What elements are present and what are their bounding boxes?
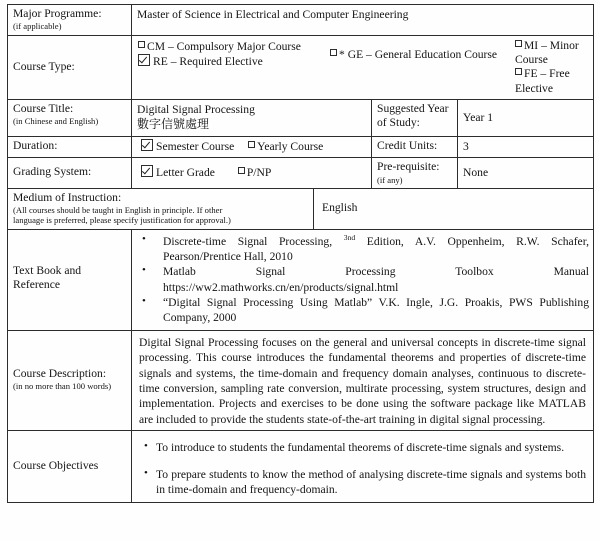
text-book-item-1-superscript: 3nd: [343, 232, 356, 242]
suggested-year-value: Year 1: [463, 110, 494, 124]
grading-option-pnp-label: P/NP: [246, 165, 272, 179]
major-programme-label: Major Programme:: [13, 7, 102, 20]
medium-of-instruction-sublabel-line1: (All courses should be taught in English in principle. If other: [13, 205, 223, 216]
cell-course-title-label: [8, 100, 132, 137]
course-description-label: Course Description:: [13, 366, 107, 380]
course-type-option-ge-label: * GE – General Education Course: [339, 47, 498, 61]
checkbox-unchecked-icon-fe[interactable]: [515, 68, 522, 75]
cell-text-book-items: [132, 229, 594, 330]
course-type-option-cm[interactable]: [138, 40, 326, 54]
grading-option-pnp[interactable]: [238, 166, 272, 179]
course-description-label-wrapper: [13, 333, 127, 392]
list-item: [163, 295, 589, 326]
course-type-column-right: [515, 38, 589, 97]
course-description-value: Digital Signal Processing focuses on the general and universal concepts in discrete-time signal processing. This course introduces the fundamental theorems and properties of discrete-time signals and systems, the time-domain and frequency domain analyses, continuous to discrete-time conversion, sampling rate conversion, multirate processing, system structures, design and implementation. Projects and exercises to be done using the software package like MATLAB are included to provide the students state-of-the-art training in digital signal processing.: [139, 335, 586, 426]
checkbox-checked-icon-letter-grade[interactable]: [141, 165, 153, 177]
cell-course-description-label: [8, 330, 132, 430]
text-book-list: [132, 233, 589, 326]
prerequisite-label: Pre-requisite:: [377, 160, 440, 174]
table-row-course-type: [8, 35, 594, 100]
text-book-label-line2: Reference: [13, 277, 60, 291]
course-type-option-mi-label: MI – Minor Course: [515, 38, 579, 66]
prerequisite-sublabel: (if any): [377, 174, 403, 185]
text-book-item-2: Matlab Signal Processing Toolbox Manual https://ww2.mathworks.cn/en/products/signal.html: [163, 265, 589, 294]
table-row-major-programme: [8, 5, 594, 36]
cell-course-title-value: [132, 100, 372, 137]
list-item: [163, 233, 589, 265]
cell-course-objectives-items: [132, 431, 594, 503]
course-title-label: Course Title:: [13, 102, 74, 116]
text-book-label-wrapper: [13, 232, 127, 293]
table-row-duration: [8, 136, 594, 157]
medium-of-instruction-wrapper: [13, 191, 589, 226]
cell-prerequisite-value: [458, 158, 594, 189]
list-item: [156, 440, 586, 455]
grading-option-letter-grade-label: Letter Grade: [156, 165, 215, 179]
grading-system-label: Grading System:: [13, 165, 92, 179]
table-row-course-description: [8, 330, 594, 430]
cell-medium-of-instruction: [8, 188, 594, 229]
medium-of-instruction-label: Medium of Instruction:: [13, 190, 122, 204]
prerequisite-value: None: [463, 165, 489, 179]
duration-label: Duration:: [13, 139, 58, 153]
checkbox-unchecked-icon-pnp[interactable]: [238, 167, 245, 174]
cell-duration-label: [8, 136, 132, 157]
cell-course-type-label: [8, 35, 132, 100]
cell-course-type-options: [132, 35, 594, 100]
checkbox-unchecked-icon-ge[interactable]: [330, 49, 337, 56]
course-type-option-re[interactable]: [138, 54, 326, 69]
course-objectives-list: [139, 440, 586, 497]
cell-duration-options: [132, 136, 372, 157]
text-book-item-3: “Digital Signal Processing Using Matlab” V.K. Ingle, J.G. Proakis, PWS Publishing Company, 2000: [163, 296, 589, 325]
course-objective-item-2: To prepare students to know the method of analysing discrete-time signals and systems both in time-domain and frequency-domain.: [156, 467, 586, 497]
list-item: [163, 264, 589, 295]
cell-grading-system-options: [132, 158, 372, 189]
course-title-value-zh: 數字信號處理: [137, 117, 210, 132]
major-programme-sublabel: (if applicable): [13, 21, 62, 32]
credit-units-label: Credit Units:: [377, 139, 438, 153]
course-type-option-mi[interactable]: [515, 39, 589, 68]
text-book-label-line1: Text Book and: [13, 263, 82, 277]
cell-suggested-year-label: [372, 100, 458, 137]
text-book-item-1-suffix: Edition, A.V. Oppenheim, R.W. Schafer, Pearson/Prentice Hall, 2010: [163, 234, 589, 263]
suggested-year-label: Suggested Year of Study:: [377, 102, 449, 130]
table-row-course-objectives: [8, 431, 594, 503]
course-objective-item-1: To introduce to students the fundamental theorems of discrete-time signals and systems.: [156, 441, 565, 455]
course-type-column-left: [138, 38, 326, 70]
course-type-label: Course Type:: [13, 59, 75, 73]
table-row-grading-system: [8, 158, 594, 189]
course-title-value-en: Digital Signal Processing: [137, 103, 255, 117]
table-row-medium-of-instruction: [8, 188, 594, 229]
cell-course-objectives-label: [8, 431, 132, 503]
cell-text-book-label: [8, 229, 132, 330]
checkbox-unchecked-icon-yearly[interactable]: [248, 141, 255, 148]
cell-credit-units-value: [458, 136, 594, 157]
cell-course-description-value: [132, 330, 594, 430]
course-objectives-label-wrapper: [13, 433, 127, 473]
course-type-option-re-label: RE – Required Elective: [153, 54, 263, 68]
medium-of-instruction-label-block: [8, 189, 314, 229]
cell-credit-units-label: [372, 136, 458, 157]
course-type-column-middle: [326, 38, 515, 62]
course-type-option-cm-label: CM – Compulsory Major Course: [147, 39, 301, 53]
course-type-option-fe[interactable]: [515, 67, 589, 96]
checkbox-checked-icon-semester[interactable]: [141, 139, 153, 151]
cell-prerequisite-label: [372, 158, 458, 189]
checkbox-checked-icon-re[interactable]: [138, 54, 150, 66]
cell-major-programme-value: [132, 5, 594, 36]
medium-of-instruction-value-block: [314, 191, 589, 226]
course-title-sublabel: (in Chinese and English): [13, 116, 99, 127]
credit-units-value: 3: [463, 139, 469, 153]
major-programme-value: Master of Science in Electrical and Computer Engineering: [137, 8, 409, 21]
medium-of-instruction-sublabel-line2: language is preferred, please specify justification for approval.): [13, 215, 231, 226]
cell-suggested-year-value: [458, 100, 594, 137]
checkbox-unchecked-icon-mi[interactable]: [515, 40, 522, 47]
checkbox-unchecked-icon-cm[interactable]: [138, 41, 145, 48]
duration-option-semester-label: Semester Course: [156, 139, 235, 153]
grading-option-letter-grade[interactable]: [141, 166, 215, 179]
table-row-course-title: [8, 100, 594, 137]
duration-option-semester[interactable]: [141, 140, 234, 153]
course-type-option-ge[interactable]: [330, 48, 515, 62]
table-row-text-book: [8, 229, 594, 330]
duration-option-yearly-label: Yearly Course: [257, 139, 324, 153]
list-item: [156, 467, 586, 498]
cell-grading-system-label: [8, 158, 132, 189]
duration-option-yearly[interactable]: [248, 140, 323, 153]
course-information-table: [7, 4, 594, 503]
course-type-option-fe-label: FE – Free Elective: [515, 67, 570, 95]
text-book-item-1-prefix: Discrete-time Signal Processing,: [163, 234, 344, 248]
cell-major-programme-label: [8, 5, 132, 36]
course-type-option-grid: [138, 38, 589, 97]
course-description-sublabel: (in no more than 100 words): [13, 381, 112, 392]
course-objectives-label: Course Objectives: [13, 459, 99, 473]
medium-of-instruction-value: English: [322, 200, 358, 214]
